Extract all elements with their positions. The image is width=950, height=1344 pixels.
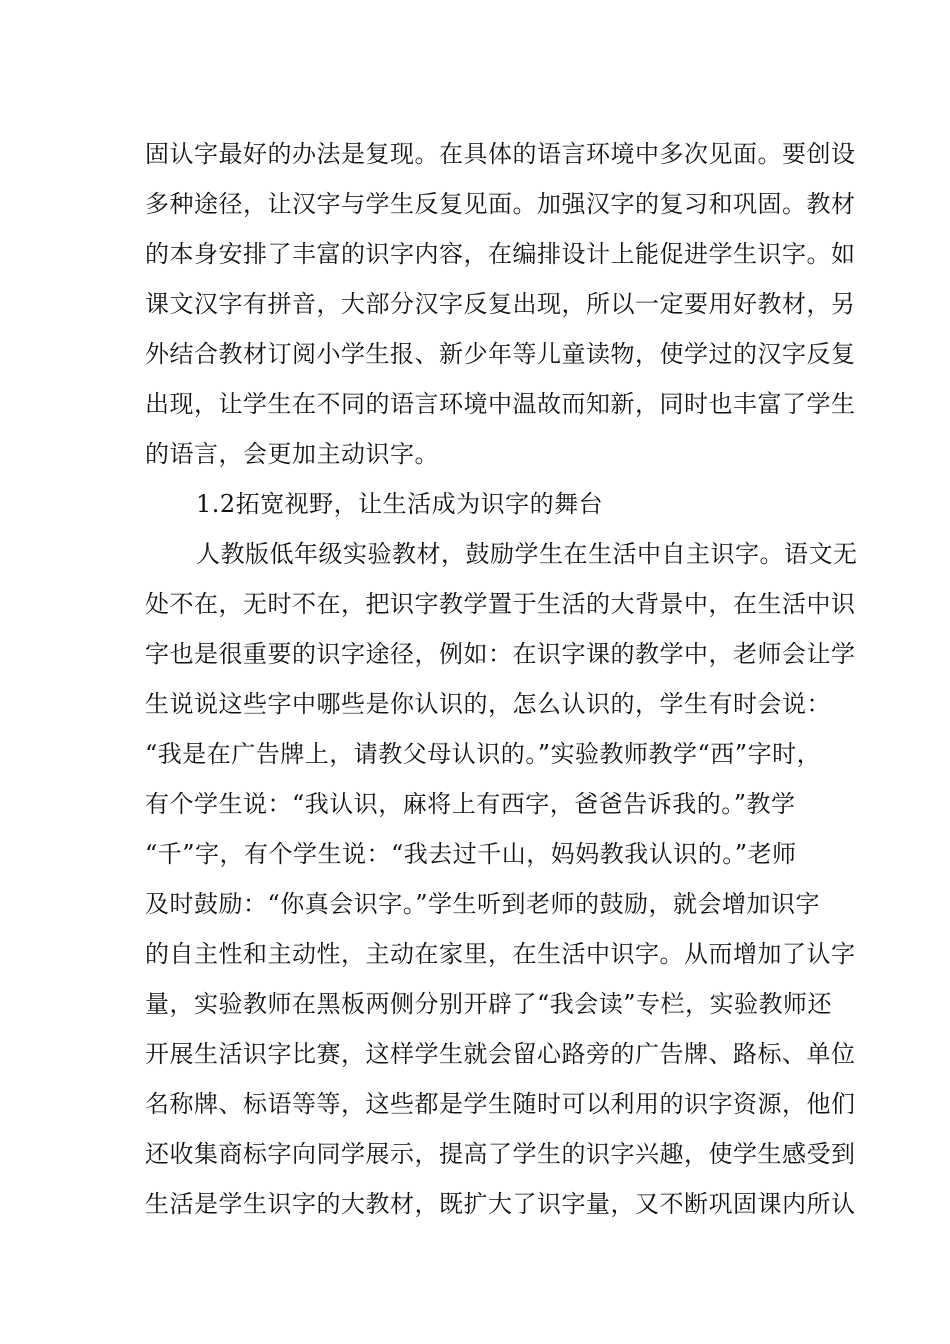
text-line: 课文汉字有拼音，大部分汉字反复出现，所以一定要用好教材，另 bbox=[145, 290, 856, 318]
text-line: 名称牌、标语等等，这些都是学生随时可以利用的识字资源，他们 bbox=[145, 1090, 856, 1118]
text-line: 量，实验教师在黑板两侧分别开辟了“我会读”专栏，实验教师还 bbox=[145, 990, 833, 1018]
text-line: 人教版低年级实验教材，鼓励学生在生活中自主识字。语文无 bbox=[196, 540, 858, 568]
text-line: 有个学生说：“我认识，麻将上有西字，爸爸告诉我的。”教学 bbox=[145, 790, 796, 818]
text-line: 多种途径，让汉字与学生反复见面。加强汉字的复习和巩固。教材 bbox=[145, 190, 856, 218]
text-line: 开展生活识字比赛，这样学生就会留心路旁的广告牌、路标、单位 bbox=[145, 1040, 856, 1068]
text-line: 还收集商标字向同学展示，提高了学生的识字兴趣，使学生感受到 bbox=[145, 1140, 856, 1168]
text-line: 的自主性和主动性，主动在家里，在生活中识字。从而增加了认字 bbox=[145, 940, 856, 968]
section-heading: 1.2拓宽视野，让生活成为识字的舞台 bbox=[196, 490, 604, 518]
text-line: 生活是学生识字的大教材，既扩大了识字量，又不断巩固课内所认 bbox=[145, 1190, 856, 1218]
text-line: 处不在，无时不在，把识字教学置于生活的大背景中，在生活中识 bbox=[145, 590, 856, 618]
text-line: 字也是很重要的识字途径，例如：在识字课的教学中，老师会让学 bbox=[145, 640, 856, 668]
text-line: 外结合教材订阅小学生报、新少年等儿童读物，使学过的汉字反复 bbox=[145, 340, 856, 368]
text-line: 的语言，会更加主动识字。 bbox=[145, 440, 439, 468]
text-line: 出现，让学生在不同的语言环境中温故而知新，同时也丰富了学生 bbox=[145, 390, 856, 418]
text-line: “千”字，有个学生说：“我去过千山，妈妈教我认识的。”老师 bbox=[145, 840, 797, 868]
text-line: “我是在广告牌上，请教父母认识的。”实验教师教学“西”字时， bbox=[145, 740, 822, 768]
text-line: 的本身安排了丰富的识字内容，在编排设计上能促进学生识字。如 bbox=[145, 240, 856, 268]
text-line: 固认字最好的办法是复现。在具体的语言环境中多次见面。要创设 bbox=[145, 140, 856, 168]
text-line: 生说说这些字中哪些是你认识的，怎么认识的，学生有时会说： bbox=[145, 690, 831, 718]
text-line: 及时鼓励：“你真会识字。”学生听到老师的鼓励，就会增加识字 bbox=[145, 890, 821, 918]
